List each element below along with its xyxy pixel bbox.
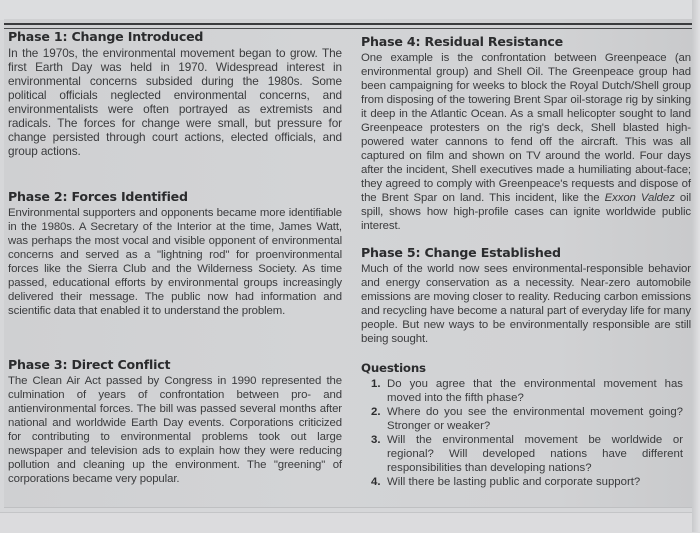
question-item bbox=[371, 475, 691, 489]
question-item bbox=[371, 377, 691, 405]
top-rule-thick bbox=[4, 23, 692, 25]
textbook-box bbox=[4, 19, 692, 507]
question-text: Will there be lasting public and corporate support? bbox=[387, 476, 641, 488]
questions-list bbox=[361, 377, 691, 489]
page-top-margin bbox=[0, 0, 700, 20]
phase-4-title: Phase 4: Residual Resistance bbox=[361, 34, 563, 49]
question-text: Do you agree that the environmental movement has moved into the fifth phase? bbox=[387, 378, 683, 404]
phase-3-title: Phase 3: Direct Conflict bbox=[8, 357, 171, 372]
questions-title: Questions bbox=[361, 361, 426, 375]
phase-1-title: Phase 1: Change Introduced bbox=[8, 29, 204, 44]
phase-4-body-text-b: oil spill, shows how high-profile cases can ignite worldwide public interest. bbox=[361, 192, 691, 232]
phase-4-body-italic: Exxon Valdez bbox=[604, 192, 675, 204]
phase-5-section bbox=[361, 245, 691, 346]
questions-section bbox=[361, 361, 691, 489]
phase-4-body-text-a: One example is the confrontation between Greenpeace (an environmental group) and Shell Oil. The Greenpeace group had been campaigning for weeks to block the Royal Dutch/Shell group from disposing of the towering Brent Spar oil-storage rig by sinking it deep in the Atlantic Ocean. As a small helicopter sought to land Greenpeace protesters on the rig's deck, Shell blasted high-powered water cannons to fend off the aircraft. This was all captured on film and shown on TV around the world. Four days after the incident, Shell executives made a humiliating about-face; they agreed to comply with Greenpeace's requests and dispose of the Brent Spar on land. This incident, like the bbox=[361, 52, 691, 204]
phase-2-title: Phase 2: Forces Identified bbox=[8, 189, 188, 204]
page-bottom-margin bbox=[0, 512, 700, 533]
phase-1-section bbox=[8, 29, 342, 158]
phase-4-body bbox=[361, 51, 691, 233]
page-right-edge bbox=[692, 0, 700, 532]
phase-2-body: Environmental supporters and opponents became more identifiable in the 1980s. A Secretary of the Interior at the time, James Watt, was perhaps the most vocal and visible opponent of environmental concerns and served as a "lightning rod" for proenvironmental forces like the Sierra Club and the Wilderness Society. As time passed, educational efforts by environmental groups increasingly delivered their message. The public now had information and scientific data that enabled it to understand the problem. bbox=[8, 207, 342, 317]
question-text: Will the environmental movement be worldwide or regional? Will developed nations have different responsibilities than developing nations? bbox=[387, 434, 683, 474]
question-number: 2. bbox=[371, 406, 381, 418]
question-number: 3. bbox=[371, 434, 381, 446]
question-item bbox=[371, 405, 691, 433]
question-number: 4. bbox=[371, 476, 381, 488]
phase-5-title: Phase 5: Change Established bbox=[361, 245, 561, 260]
question-text: Where do you see the environmental movement going? Stronger or weaker? bbox=[387, 406, 683, 432]
question-number: 1. bbox=[371, 378, 381, 390]
phase-3-section bbox=[8, 357, 342, 486]
question-item bbox=[371, 433, 691, 475]
phase-5-body: Much of the world now sees environmental-responsible behavior and energy conservation as a necessity. Near-zero automobile emissions are moving closer to reality. Reducing carbon emissions and recycling have become a natural part of everyday life for many people. But new ways to be environmentally responsible are still being sought. bbox=[361, 263, 691, 345]
phase-1-body: In the 1970s, the environmental movement began to grow. The first Earth Day was held in 1970. Widespread interest in environmental concerns subsided during the 1980s. Some political officials neglected environmental concerns, and environmentalists were often portrayed as extremists and radicals. The forces for change were small, but pressure for change persisted through court actions, elected officials, and group actions. bbox=[8, 46, 342, 158]
phase-4-section bbox=[361, 34, 691, 233]
phase-3-body: The Clean Air Act passed by Congress in 1990 represented the culmination of years of confrontation between pro- and antienvironmental forces. The bill was passed several months after national and worldwide Earth Day events. Corporations criticized for contributing to environmental problems took out large newspaper and television ads to explain how they were reducing pollution and cleaning up the environment. The "greening" of corporations became very popular. bbox=[8, 375, 342, 485]
phase-2-section bbox=[8, 189, 342, 318]
